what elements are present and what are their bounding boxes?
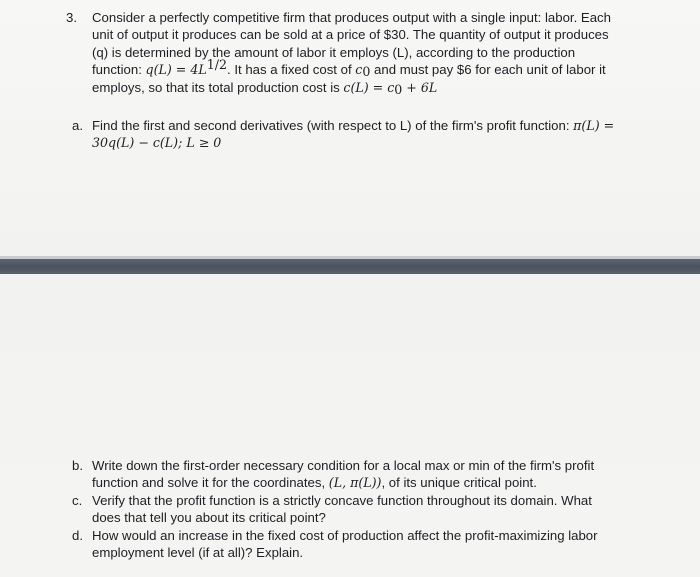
- part-b-line-1: Write down the first-order necessary condition for a local max or min of the firm's profit: [92, 458, 595, 473]
- profit-function: π(L) =: [573, 118, 615, 133]
- part-a-text: [92, 117, 632, 152]
- critical-point: (L, π(L)): [328, 475, 382, 491]
- production-function: q(L) = 4L: [145, 62, 207, 78]
- question-3-line-2: unit of output it produces can be sold at a price of $30. The quantity of output it produces: [92, 27, 609, 43]
- exponent: 1/2: [206, 57, 227, 73]
- part-a-line-2: 30q(L) − c(L); L ≥ 0: [92, 135, 222, 151]
- part-c-text: [92, 492, 632, 527]
- part-b-line-2: [92, 474, 632, 491]
- question-3-line-3: (q) is determined by the amount of labor it employs (L), according to the production: [92, 44, 576, 60]
- text: , of its unique critical point.: [381, 475, 537, 491]
- text: function and solve it for the coordinates,: [92, 475, 329, 491]
- part-d-line-1: How would an increase in the fixed cost of production affect the profit-maximizing labor: [92, 528, 598, 543]
- text: and must pay $6 for each unit of labor it: [370, 62, 606, 78]
- question-3-line-5: [92, 79, 632, 96]
- part-a-line-1: [92, 117, 632, 134]
- text: Find the first and second derivatives (with respect to L) of the firm's profit function:: [92, 118, 574, 133]
- page-divider: [0, 259, 700, 274]
- subscript: 0: [394, 81, 403, 97]
- cost-function-rest: + 6L: [402, 79, 438, 95]
- part-a-label: a.: [72, 118, 83, 133]
- part-b-label: b.: [72, 458, 83, 473]
- question-3-line-4: [92, 57, 632, 80]
- fixed-cost-symbol: c: [355, 62, 363, 78]
- part-c-label: c.: [72, 493, 83, 508]
- text: . It has a fixed cost of: [227, 62, 356, 78]
- subscript: 0: [362, 64, 371, 80]
- part-d-line-2: employment level (if at all)? Explain.: [92, 545, 304, 561]
- cost-function: c(L) = c: [343, 79, 395, 95]
- text: employs, so that its total production cost is: [92, 79, 344, 95]
- part-c-line-2: does that tell you about its critical point?: [92, 510, 326, 526]
- part-c-line-1: Verify that the profit function is a strictly concave function throughout its domain. What: [92, 493, 592, 508]
- question-3-line-1: Consider a perfectly competitive firm that produces output with a single input: labor. Each: [92, 10, 611, 25]
- question-3-text: [92, 9, 632, 96]
- question-number: 3.: [66, 10, 77, 25]
- text: function:: [92, 62, 146, 78]
- part-b-text: [92, 457, 632, 492]
- part-d-text: [92, 527, 632, 562]
- part-d-label: d.: [72, 528, 83, 543]
